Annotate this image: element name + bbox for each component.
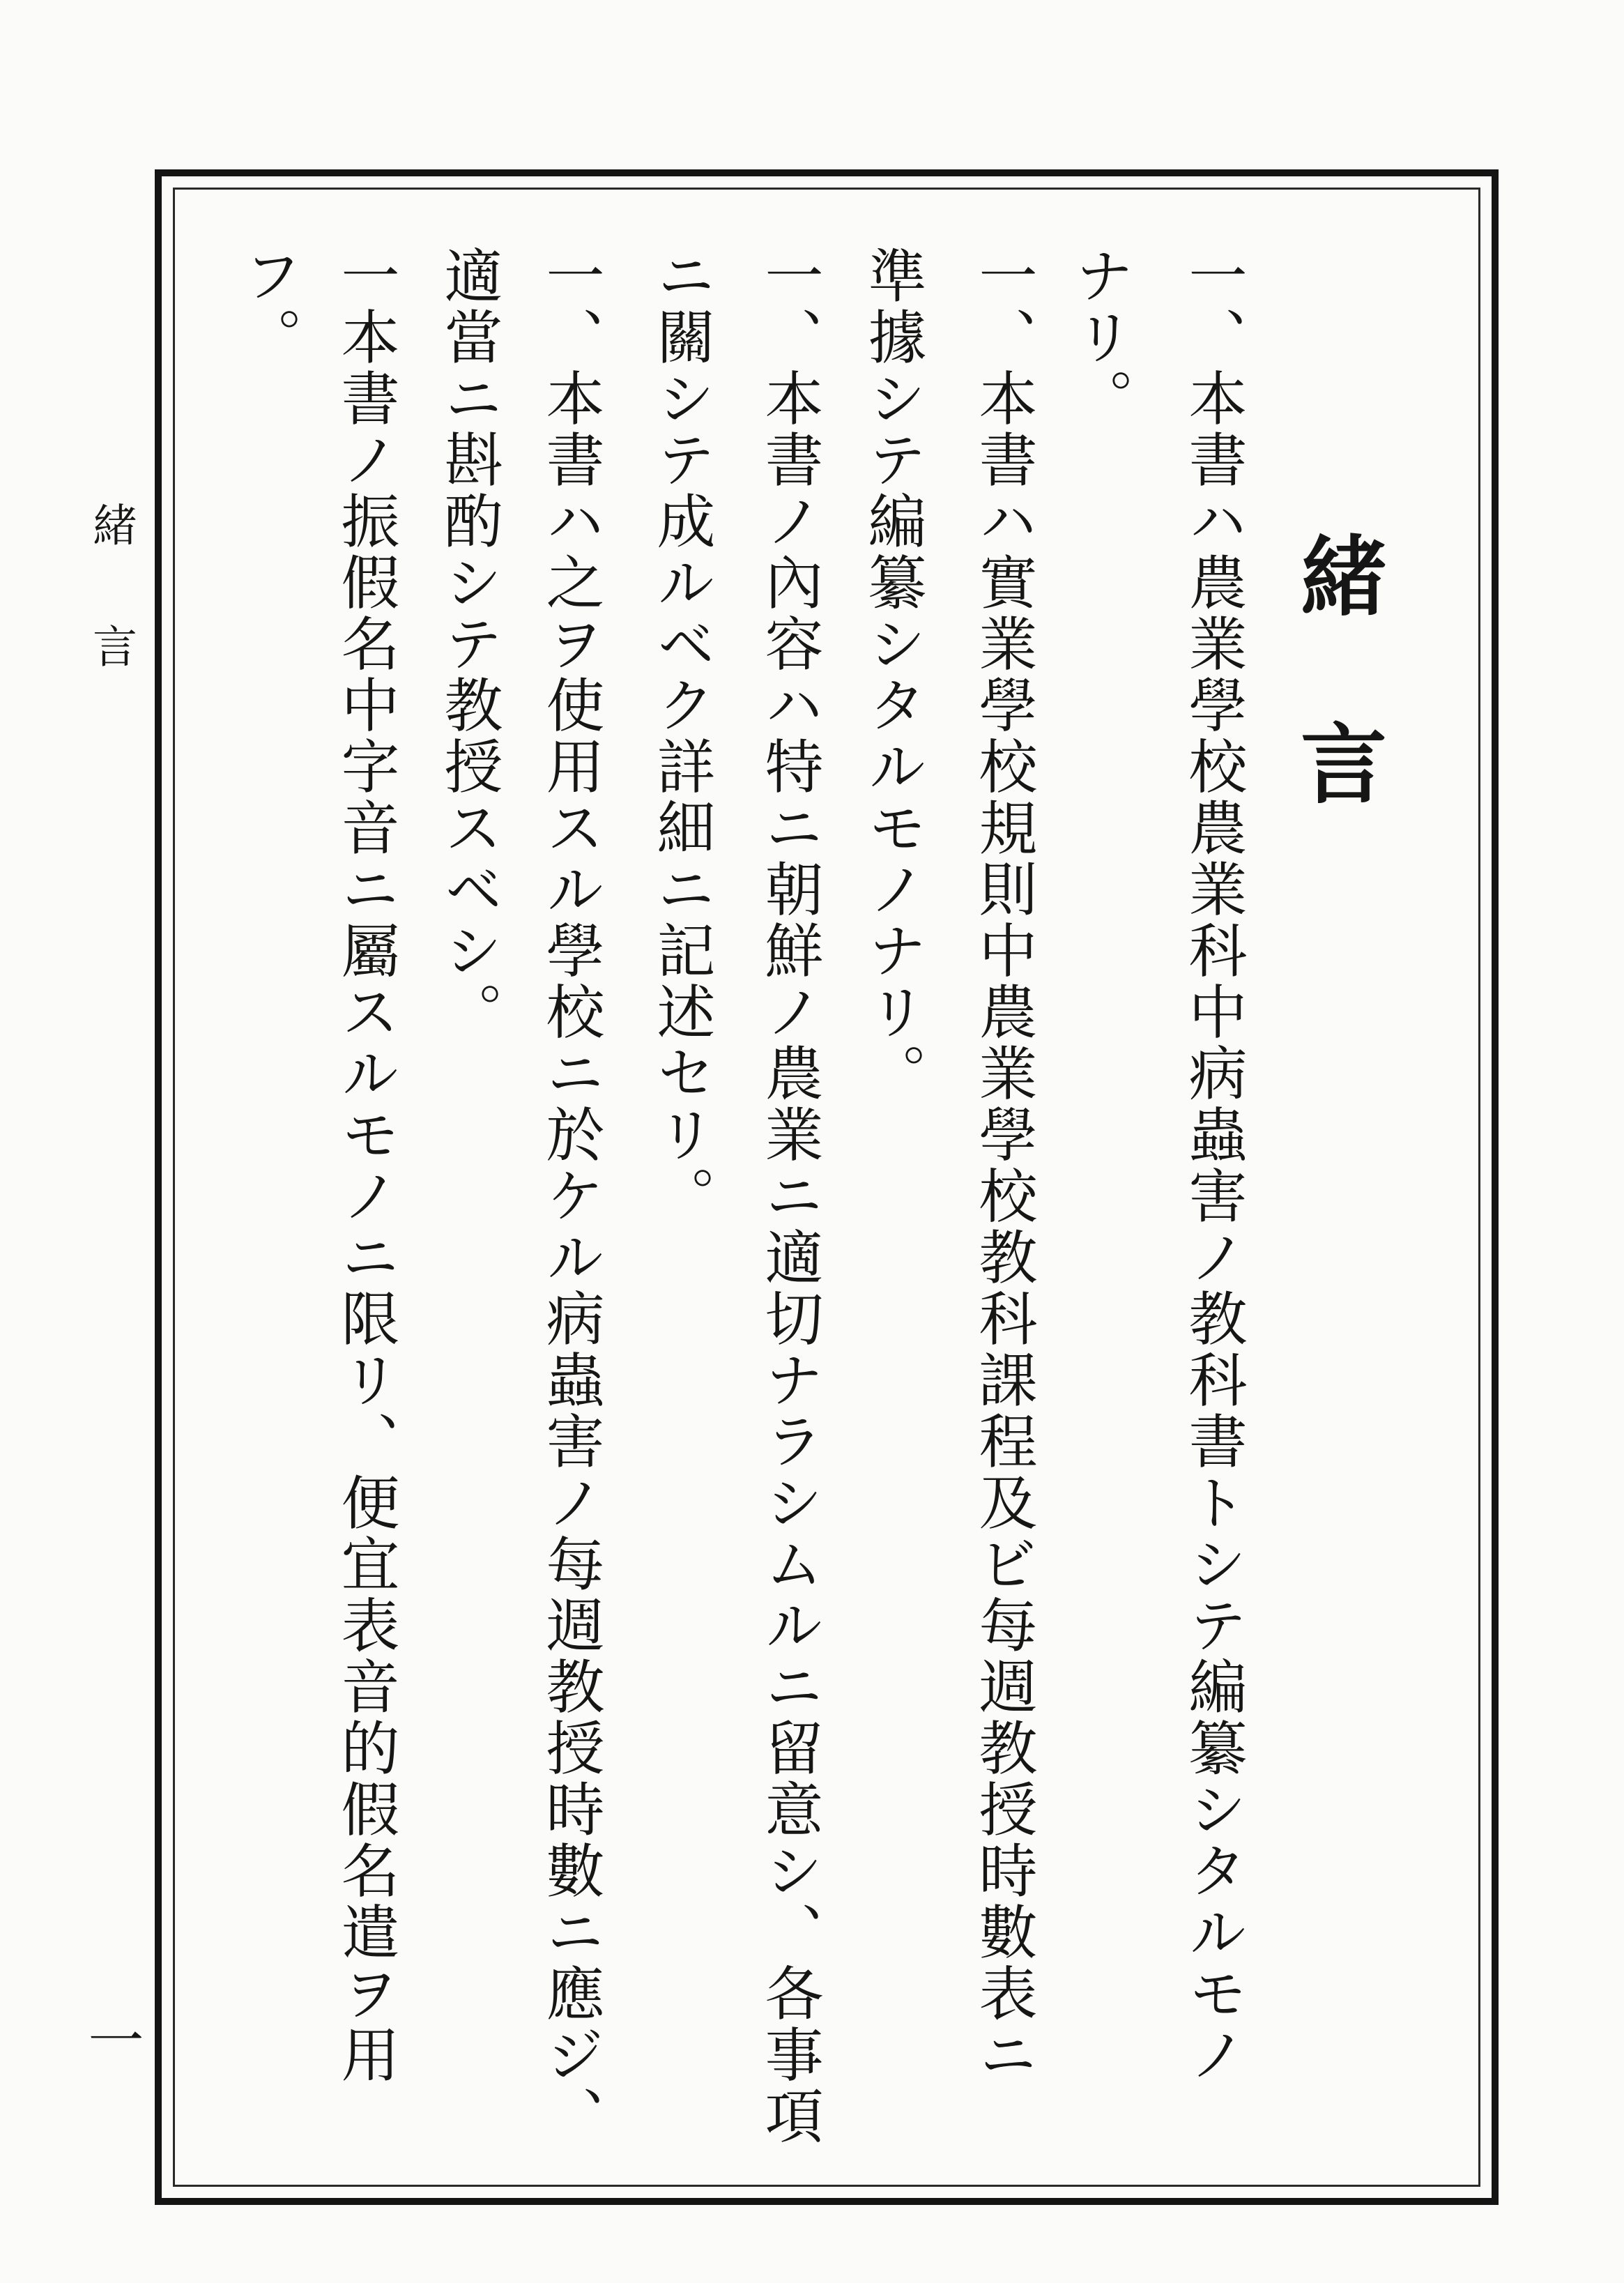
paragraph-1-line-2: ナリ。 xyxy=(1066,245,1134,429)
paragraph-4-line-1: 一、本書ハ之ヲ使用スル學校ニ於ケル病蟲害ノ每週教授時數ニ應ジ、 xyxy=(537,245,605,2147)
page-title: 緒言 xyxy=(1286,531,1387,906)
paragraph-3-line-2: ニ關シテ成ルベク詳細ニ記述セリ。 xyxy=(648,245,716,1227)
paragraph-4-line-2: 適當ニ斟酌シテ教授スベシ。 xyxy=(435,245,503,1043)
paragraph-2-line-1: 一、本書ハ實業學校規則中農業學校教科課程及ビ每週教授時數表ニ xyxy=(970,245,1038,2086)
paragraph-2-line-2: 準據シテ編纂シタルモノナリ。 xyxy=(859,245,927,1104)
paragraph-5-line-1: 一本書ノ振假名中字音ニ屬スルモノニ限リ、便宜表音的假名遣ヲ用 xyxy=(332,245,400,2086)
paragraph-5-line-2: フ。 xyxy=(234,245,302,368)
paragraph-3-line-1: 一、本書ノ內容ハ特ニ朝鮮ノ農業ニ適切ナラシムルニ留意シ、各事項 xyxy=(756,245,824,2147)
running-header: 緒言 xyxy=(85,502,137,745)
paragraph-1-line-1: 一、本書ハ農業學校農業科中病蟲害ノ教科書トシテ編纂シタルモノ xyxy=(1179,245,1248,2086)
page-number: 一 xyxy=(79,2011,144,2067)
